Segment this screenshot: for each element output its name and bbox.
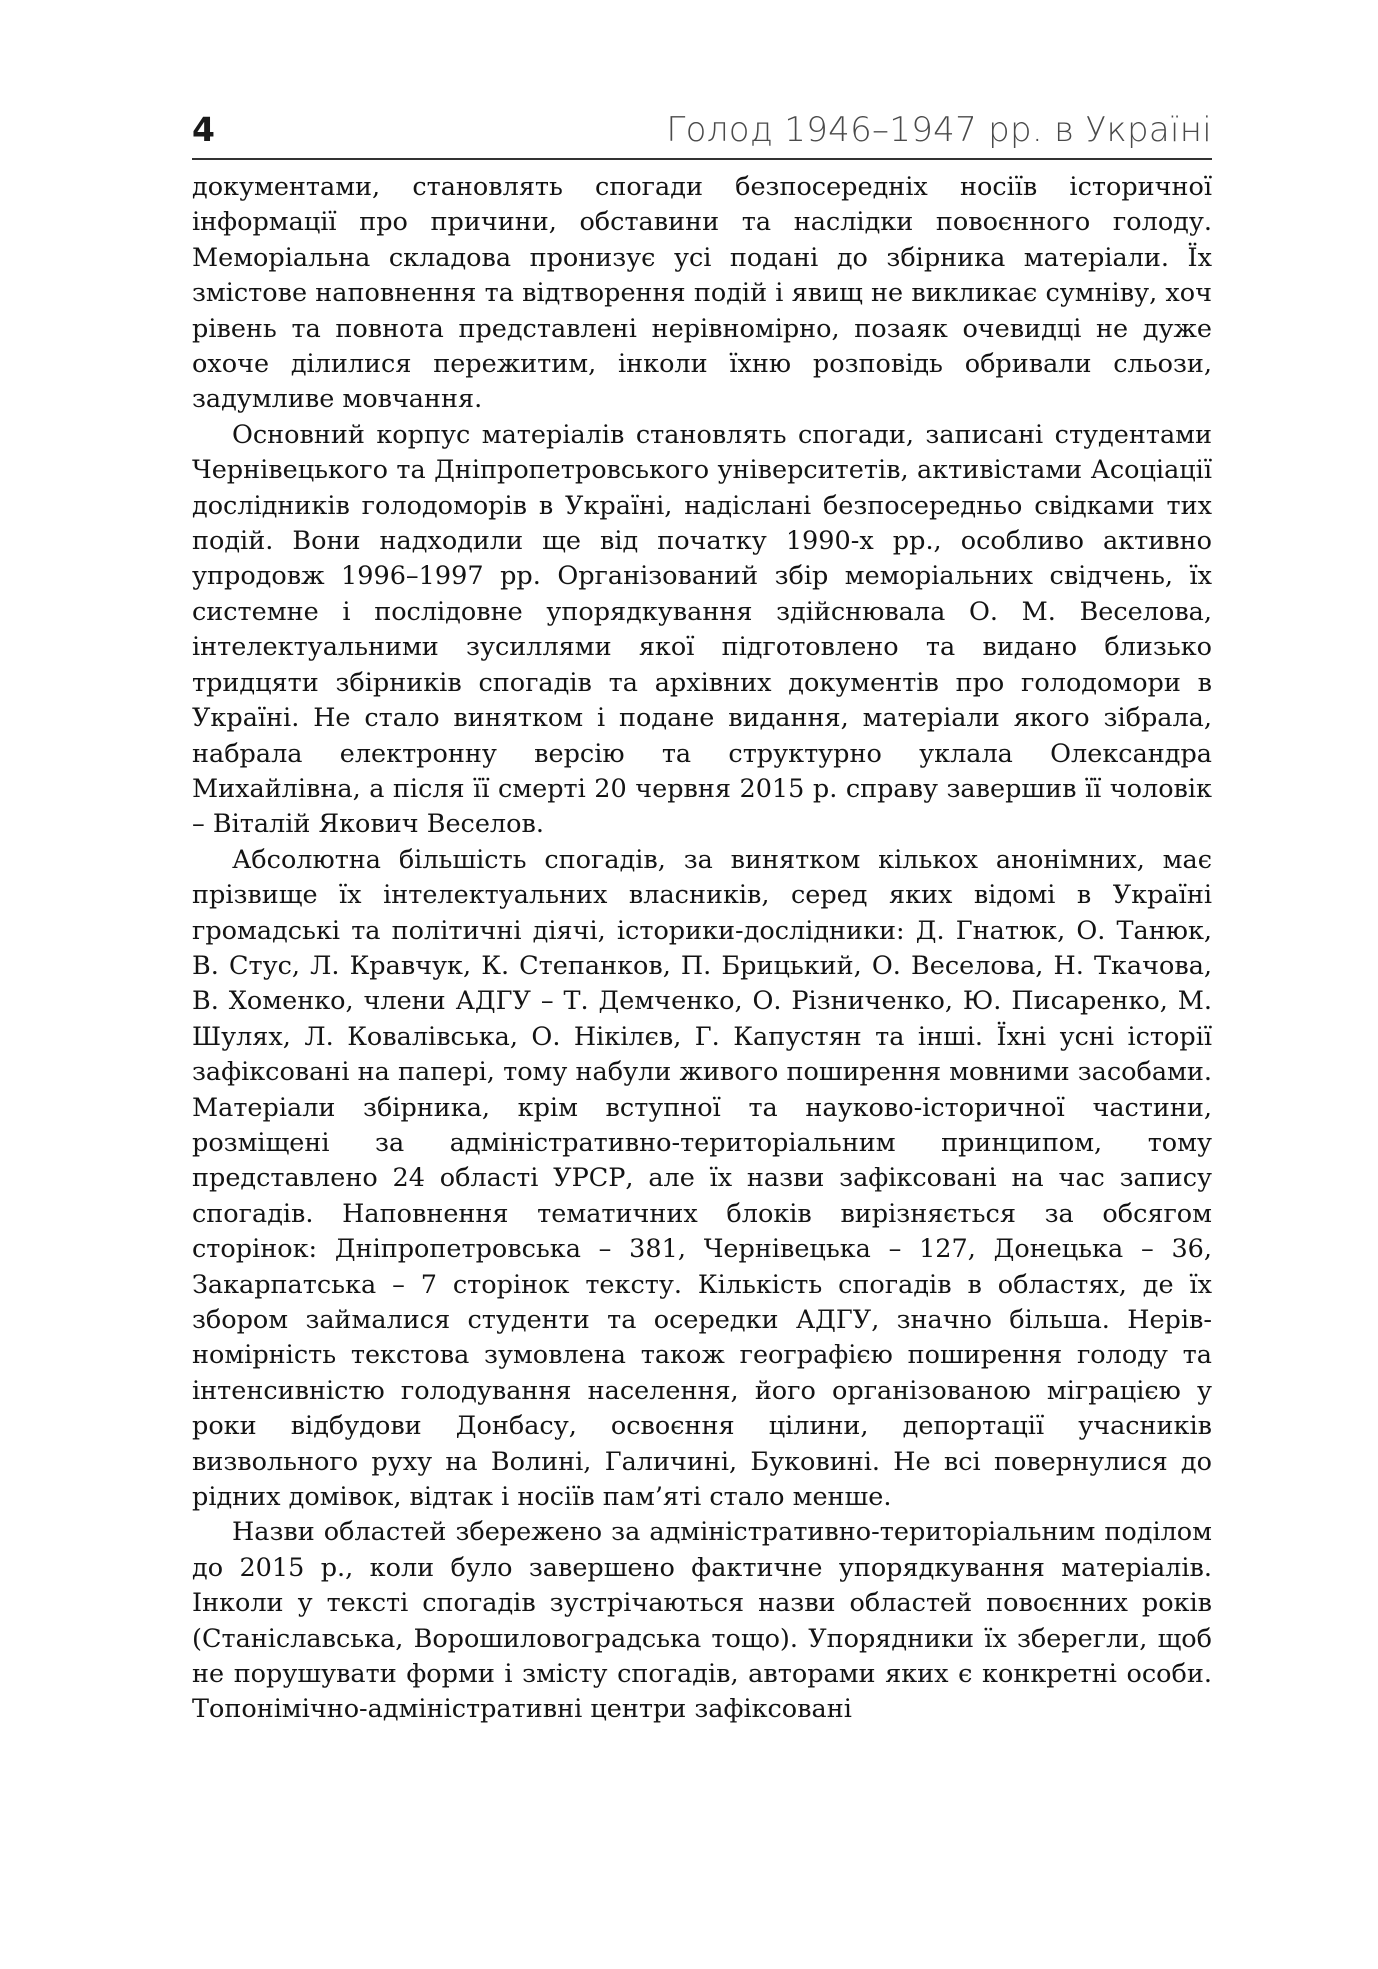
paragraph: Назви областей збережено за адміністративно-територіальним поділом до 2015 р., коли було завершено фактичне упорядкування матеріалів. Інколи у тексті спогадів зустрічаються назви областей повоєнних років (Станіславська, Ворошиловоградська тощо). Упорядники їх зберегли, щоб не порушувати форми і змісту спогадів, авторами яких є конкретні особи. Топонімічно-адміністративні центри зафіксовані: [192, 1517, 1212, 1725]
running-title: Голод 1946–1947 рр. в Україні: [666, 110, 1212, 150]
paragraph-continued: документами, становлять спогади безпосередніх носіїв історичної інформації про причини, обставини та наслідки повоєнного голоду. Меморіальна складова пронизує усі подані до збірника матеріали. Їх змістове наповнення та відтворення подій і явищ не викликає сумніву, хоч рівень та повнота представлені нерівномірно, позаяк очевидці не дуже охоче ділилися пережитим, інколи їхню розповідь обривали сльози, задумливе мовчання.: [192, 172, 1212, 415]
page-header: [192, 108, 1212, 160]
book-page: [192, 108, 1212, 1908]
page-number: 4: [192, 110, 215, 149]
body-text: [192, 170, 1212, 1728]
paragraph: Основний корпус матеріалів становлять спогади, записані студентами Чернівецького та Дніпропетровського університетів, активістами Асоціації дослідників голодоморів в Україні, надіслані безпосередньо свідками тих подій. Вони надходили ще від початку 1990-х рр., особливо активно упродовж 1996–1997 рр. Організований збір меморіальних свідчень, їх системне і послідовне упорядкування здійснювала О. М. Веселова, інтелектуальними зусиллями якої підготовлено та видано близько тридцяти збірників спогадів та архівних документів про голодомори в Україні. Не стало винятком і подане видання, матеріали якого зібрала, набрала електронну версію та структурно уклала Олександра Михайлівна, а після її смерті 20 червня 2015 р. справу завершив її чоловік – Віталій Якович Веселов.: [192, 419, 1212, 840]
paragraph: Абсолютна більшість спогадів, за винятком кількох анонімних, має прізвище їх інтелектуальних власників, серед яких відомі в Україні громадські та політичні діячі, історики-дослідники: Д. Гнатюк, О. Танюк, В. Стус, Л. Кравчук, К. Степанков, П. Брицький, О. Веселова, Н. Ткачова, В. Хоменко, члени АДГУ – Т. Демченко, О. Різниченко, Ю. Писаренко, М. Шулях, Л. Ковалівська, О. Нікілєв, Г. Капустян та інші. Їхні усні історії зафіксовані на папері, тому набули живого поширення мовними засобами. Матеріали збірника, крім вступної та науково-історичної частини, розміщені за адміністративно-територіальним принципом, тому представлено 24 області УРСР, але їх назви зафіксовані на час запису спогадів. Наповнення тематичних блоків вирізняється за обсягом сторінок: Дніпропетровська – 381, Чернівецька – 127, Донецька – 36, Закарпатська – 7 сторінок тексту. Кількість спогадів в областях, де їх збором займалися студенти та осередки АДГУ, значно більша. Нерівномірність текстова зумовлена також географією поширення голоду та інтенсивністю голодування населення, його організованою міграцією у роки відбудови Донбасу, освоєння цілини, депортації учасників визвольного руху на Волині, Галичині, Буковині. Не всі повернулися до рідних домівок, відтак і носіїв пам’яті стало менше.: [192, 844, 1212, 1513]
